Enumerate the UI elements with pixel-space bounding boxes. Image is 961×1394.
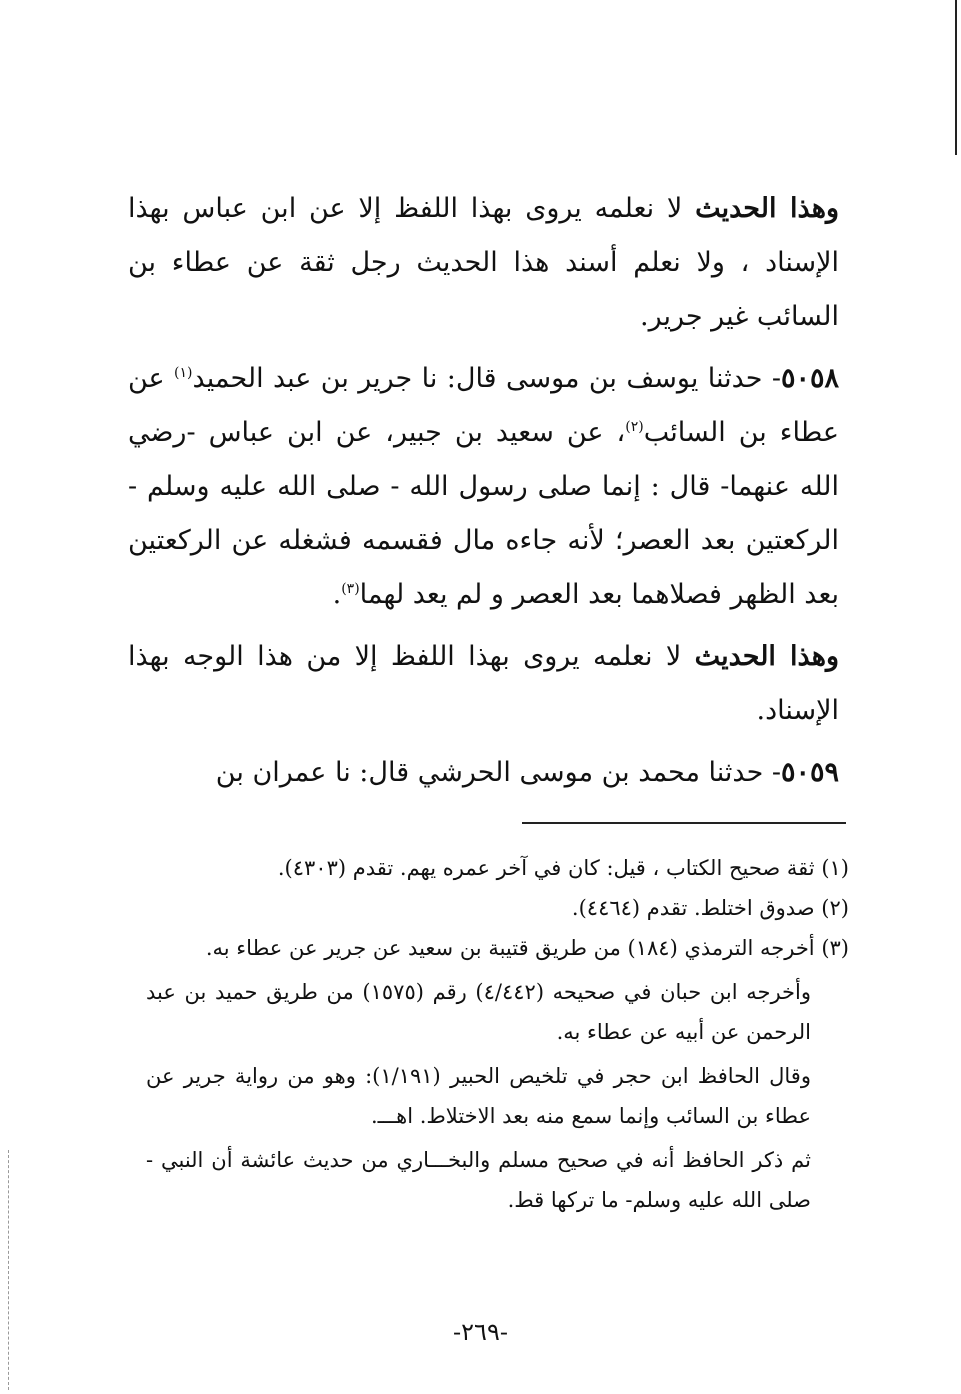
paragraph-text: لا نعلمه يروى بهذا اللفظ إلا من هذا الوجه بهذا الإسناد. — [128, 641, 839, 726]
footnote-3-sahihayn: ثم ذكر الحافظ أنه في صحيح مسلم والبخـــاري من حديث عائشة أن النبي - صلى الله عليه وسلم- ما تركها قط. — [146, 1148, 811, 1212]
hadith-text: ، عن سعيد بن جبير، عن ابن عباس -رضي الله عنهما- قال : إنما صلى رسول الله - صلى الله عليه وسلم - الركعتين بعد العصر؛ لأنه جاءه مال فقسمه فشغله عن الركعتين بعد الظهر فصلاهما بعد العصر و لم يعد لهما — [128, 417, 839, 610]
paragraph-lead: وهذا الحديث — [694, 641, 839, 672]
hadith-5058 — [128, 352, 839, 622]
paragraph-text: لا نعلمه يروى بهذا اللفظ إلا عن ابن عباس بهذا الإسناد ، ولا نعلم أسند هذا الحديث رجل ثقة عن عطاء بن السائب غير جرير. — [128, 193, 839, 332]
footnotes — [146, 848, 849, 1220]
hadith-5059 — [128, 746, 839, 800]
hadith-number: ٥٠٥٩ — [780, 757, 839, 788]
hadith-number: ٥٠٥٨ — [780, 363, 839, 394]
paragraph-lead: وهذا الحديث — [695, 193, 839, 224]
footnote-3: (٣) أخرجه الترمذي (١٨٤) من طريق قتيبة بن سعيد عن جرير عن عطاء به. — [205, 936, 849, 960]
hadith-text: عن عطاء بن السائب — [128, 363, 839, 448]
footnote-1: (١) ثقة صحيح الكتاب ، قيل: كان في آخر عمره يهم. تقدم (٤٣٠٣). — [277, 856, 849, 880]
footnote-3-ibn-hibban: وأخرجه ابن حبان في صحيحه (٤/٤٤٢) رقم (١٥٧٥) من طريق حميد بن عبد الرحمن عن أبيه عن عطاء به. — [146, 980, 811, 1044]
footnote-ref: (٢) — [625, 419, 644, 435]
footnote-2: (٢) صدوق اختلط. تقدم (٤٤٦٤). — [571, 896, 849, 920]
footnote-ref: (٣) — [341, 581, 360, 597]
footnote-ref: (١) — [174, 365, 193, 381]
hadith-text: . — [332, 579, 342, 610]
hadith-text: - حدثنا يوسف بن موسى قال: نا جرير بن عبد الحميد — [192, 363, 781, 394]
page-number: -٢٦٩- — [453, 1318, 508, 1346]
main-text — [128, 182, 839, 808]
footnote-3-ibn-hajar: وقال الحافظ ابن حجر في تلخيص الحبير (١/١٩١): وهو من رواية جرير عن عطاء بن السائب وإنما سمع منه بعد الاختلاط. اهـــ. — [146, 1064, 811, 1128]
paragraph-remark-2 — [128, 630, 839, 738]
hadith-text: - حدثنا محمد بن موسى الحرشي قال: نا عمران بن — [215, 757, 781, 788]
footnote-separator — [522, 822, 846, 824]
paragraph-remark-1 — [128, 182, 839, 344]
